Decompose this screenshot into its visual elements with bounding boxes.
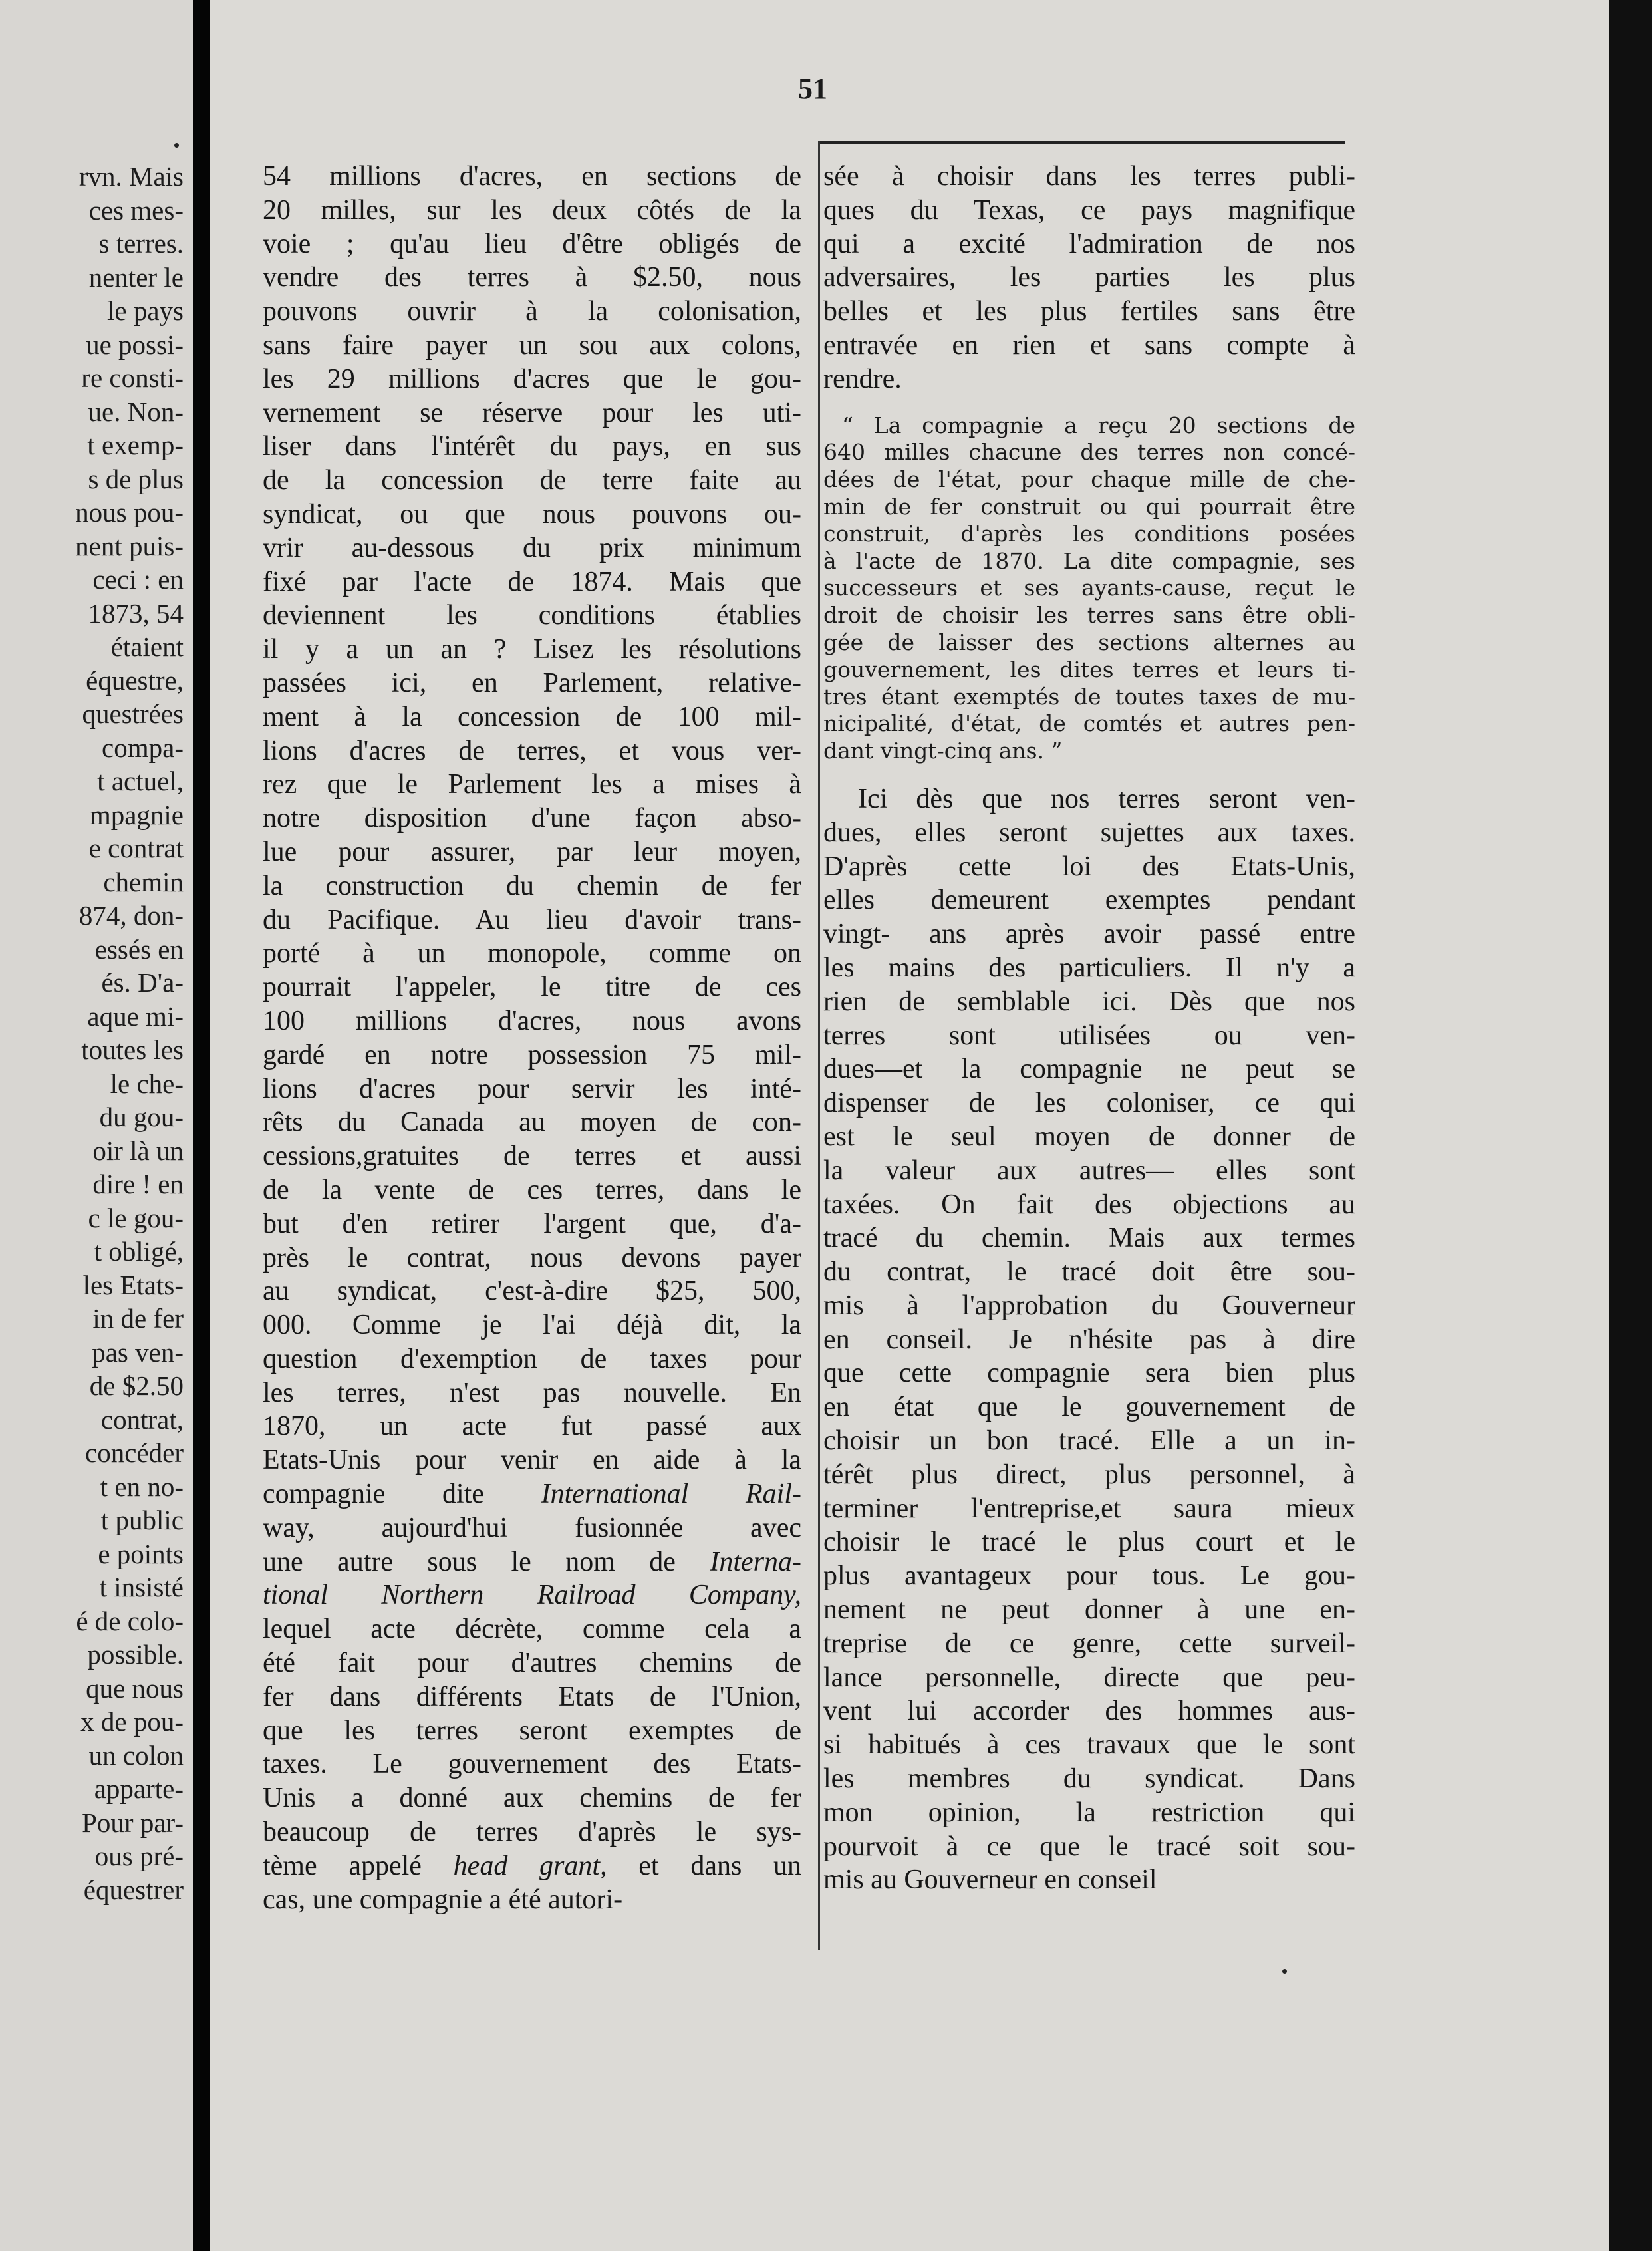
previous-page-line: équestrer <box>83 1874 184 1905</box>
text-line: notre disposition d'une façon abso- <box>263 803 801 834</box>
print-speck <box>1282 1969 1287 1974</box>
previous-page-line: un colon <box>88 1739 184 1771</box>
previous-page-line: ceci : en <box>92 564 184 595</box>
text-line: ment à la concession de 100 mil- <box>263 701 801 732</box>
text-fragment: compagnie dite <box>263 1479 541 1510</box>
text-line: ques du Texas, ce pays magnifique <box>823 194 1355 225</box>
text-line: Ici dès que nos terres seront ven- <box>858 783 1355 814</box>
previous-page-line: t insisté <box>99 1572 184 1602</box>
text-line: la construction du chemin de fer <box>263 870 801 901</box>
italic-term: tional Northern Railroad Company, <box>263 1580 801 1611</box>
text-line: lions d'acres pour servir les inté- <box>263 1073 801 1104</box>
block-quote <box>823 412 1355 765</box>
text-line: dues—et la compagnie ne peut se <box>823 1054 1355 1085</box>
text-line: rez que le Parlement les a mises à <box>263 769 801 800</box>
quote-line: 640 milles chacune des terres non concé- <box>823 439 1355 466</box>
text-line: du contrat, le tracé doit être sou- <box>823 1257 1355 1288</box>
previous-page-line: ue possi- <box>86 329 184 360</box>
text-line: en état que le gouvernement de <box>823 1392 1355 1423</box>
text-line: cessions,gratuites de terres et aussi <box>263 1141 801 1172</box>
previous-page-line: nent puis- <box>75 530 184 561</box>
text-line: rien de semblable ici. Dès que nos <box>823 986 1355 1017</box>
text-line: mon opinion, la restriction qui <box>823 1797 1355 1828</box>
quote-line: nicipalité, d'état, de comtés et autres pen- <box>823 710 1355 737</box>
text-line: taxes. Le gouvernement des Etats- <box>263 1749 801 1780</box>
right-column <box>823 160 1355 1897</box>
text-line: belles et les plus fertiles sans être <box>823 296 1355 327</box>
text-line: les 29 millions d'acres que le gou- <box>263 363 801 394</box>
text-line: Etats-Unis pour venir en aide à la <box>263 1445 801 1476</box>
previous-page-line: t public <box>100 1505 184 1535</box>
text-line: rêts du Canada au moyen de con- <box>263 1107 801 1138</box>
previous-page-line: concéder <box>85 1437 184 1468</box>
italic-term: Interna- <box>710 1546 801 1577</box>
text-line: sée à choisir dans les terres publi- <box>823 161 1355 192</box>
text-line: elles demeurent exemptes pendant <box>823 885 1355 916</box>
text-line: terres sont utilisées ou ven- <box>823 1020 1355 1051</box>
quote-line: dant vingt-cinq ans. ” <box>823 738 1063 764</box>
previous-page-line: du gou- <box>99 1102 184 1132</box>
quote-line: droit de choisir les terres sans être obli- <box>823 602 1355 629</box>
text-line: été fait pour d'autres chemins de <box>263 1648 801 1679</box>
text-line: treprise de ce genre, cette surveil- <box>823 1628 1355 1659</box>
previous-page-text <box>75 160 184 1906</box>
previous-page-line: nenter le <box>88 261 184 293</box>
text-line: 100 millions d'acres, nous avons <box>263 1005 801 1036</box>
text-line: vingt- ans après avoir passé entre <box>823 919 1355 950</box>
text-line: choisir un bon tracé. Elle a un in- <box>823 1426 1355 1457</box>
text-line: 000. Comme je l'ai déjà dit, la <box>263 1310 801 1341</box>
previous-page-line: toutes les <box>81 1034 184 1065</box>
previous-page-line: in de fer <box>92 1303 184 1334</box>
previous-page-line: mpagnie <box>89 799 184 830</box>
text-line: D'après cette loi des Etats-Unis, <box>823 851 1355 882</box>
text-line: lequel acte décrète, comme cela a <box>263 1614 801 1645</box>
quote-line: gouvernement, les dites terres et leurs ti- <box>823 656 1355 682</box>
text-line: question d'exemption de taxes pour <box>263 1343 801 1374</box>
text-line <box>263 1849 801 1883</box>
text-line <box>263 1545 801 1579</box>
previous-page-line: nous pou- <box>75 497 184 527</box>
page-edge <box>1609 0 1652 2251</box>
previous-page-line: ue. Non- <box>88 396 184 427</box>
text-line: en conseil. Je n'hésite pas à dire <box>823 1324 1355 1355</box>
previous-page-line: Pour par- <box>82 1807 184 1838</box>
quote-line: à l'acte de 1870. La dite compagnie, ses <box>823 547 1355 574</box>
text-line: adversaires, les parties les plus <box>823 262 1355 293</box>
text-line: deviennent les conditions établies <box>263 600 801 631</box>
previous-page-line: possible. <box>87 1639 184 1670</box>
text-line: but d'en retirer l'argent que, d'a- <box>263 1208 801 1239</box>
text-line: mis au Gouverneur en conseil <box>823 1865 1157 1896</box>
text-line: choisir le tracé le plus court et le <box>823 1527 1355 1558</box>
previous-page-line: s terres. <box>98 228 184 259</box>
text-line: vrir au-dessous du prix minimum <box>263 532 801 563</box>
text-line: si habitués à ces travaux que le sont <box>823 1729 1355 1761</box>
book-gutter <box>193 0 210 2251</box>
previous-page-line: t en no- <box>100 1471 184 1502</box>
text-line: au syndicat, c'est-à-dire $25, 500, <box>263 1276 801 1307</box>
text-line: nement ne peut donner à une en- <box>823 1594 1355 1626</box>
previous-page-line: ous pré- <box>94 1841 184 1871</box>
italic-term: head grant, <box>453 1850 607 1881</box>
previous-page-line: le che- <box>110 1068 184 1099</box>
previous-page-line: x de pou- <box>80 1706 184 1737</box>
text-line: 1870, un acte fut passé aux <box>263 1411 801 1442</box>
previous-page-line: contrat, <box>100 1404 184 1435</box>
previous-page-line: t actuel, <box>97 766 184 796</box>
text-line: mis à l'approbation du Gouverneur <box>823 1290 1355 1321</box>
previous-page-line: de $2.50 <box>89 1370 184 1401</box>
previous-page-line: compa- <box>102 732 184 763</box>
text-line: près le contrat, nous devons payer <box>263 1242 801 1273</box>
text-line: gardé en notre possession 75 mil- <box>263 1039 801 1070</box>
previous-page-line: questrées <box>82 698 184 729</box>
text-line: lue pour assurer, par leur moyen, <box>263 836 801 867</box>
text-line: qui a excité l'admiration de nos <box>823 228 1355 259</box>
text-line: passées ici, en Parlement, relative- <box>263 667 801 698</box>
text-line: terminer l'entreprise,et saura mieux <box>823 1493 1355 1524</box>
previous-page-line: é de colo- <box>76 1605 184 1636</box>
text-line: vernement se réserve pour les uti- <box>263 397 801 428</box>
text-line: de la concession de terre faite au <box>263 465 801 496</box>
quote-line: gée de laisser des sections alternes au <box>823 629 1355 655</box>
text-line: dispenser de les coloniser, ce qui <box>823 1088 1355 1119</box>
previous-page-line: aque mi- <box>87 1000 184 1032</box>
text-line: du Pacifique. Au lieu d'avoir trans- <box>263 904 801 935</box>
previous-page-line: pas ven- <box>92 1336 184 1368</box>
previous-page-line: le pays <box>107 295 184 326</box>
text-line: lions d'acres de terres, et vous ver- <box>263 735 801 766</box>
previous-page-line: étaient <box>110 631 184 662</box>
text-line: way, aujourd'hui fusionnée avec <box>263 1512 801 1543</box>
text-line: beaucoup de terres d'après le sys- <box>263 1817 801 1848</box>
quote-line: successeurs et ses ayants-cause, reçut le <box>823 575 1355 601</box>
text-line: les terres, n'est pas nouvelle. En <box>263 1377 801 1408</box>
previous-page-line: re consti- <box>81 363 184 393</box>
left-column <box>263 160 801 1916</box>
text-line: la valeur aux autres— elles sont <box>823 1155 1355 1186</box>
text-line: pouvons ouvrir à la colonisation, <box>263 296 801 327</box>
text-line: porté à un monopole, comme on <box>263 938 801 969</box>
text-line: fixé par l'acte de 1874. Mais que <box>263 566 801 597</box>
text-line: taxées. On fait des objections au <box>823 1189 1355 1220</box>
text-fragment: tème appelé <box>263 1850 454 1881</box>
text-line <box>263 1578 801 1612</box>
previous-page-line: les Etats- <box>82 1269 184 1300</box>
column-divider <box>818 141 820 1950</box>
previous-page-line: e contrat <box>88 833 184 863</box>
previous-page-line: oir là un <box>92 1135 184 1166</box>
text-line: rendre. <box>823 363 902 394</box>
previous-page-line: 874, don- <box>78 900 184 931</box>
previous-page-line: que nous <box>86 1672 184 1704</box>
text-line: vent lui accorder des hommes aus- <box>823 1696 1355 1727</box>
text-line: sans faire payer un sou aux colons, <box>263 329 801 361</box>
text-line: vendre des terres à $2.50, nous <box>263 262 801 293</box>
text-line: est le seul moyen de donner de <box>823 1121 1355 1152</box>
text-line: térêt plus direct, plus personnel, à <box>823 1459 1355 1490</box>
text-line: il y a un an ? Lisez les résolutions <box>263 634 801 665</box>
previous-page-line: e points <box>98 1538 184 1569</box>
previous-page-line: équestre, <box>86 665 184 696</box>
previous-page-line: és. D'a- <box>101 967 184 998</box>
quote-line: min de fer construit ou qui pourrait être <box>823 493 1355 520</box>
previous-page-line: dire ! en <box>92 1169 184 1199</box>
text-line: cas, une compagnie a été autori- <box>263 1884 623 1915</box>
text-line: fer dans différents Etats de l'Union, <box>263 1681 801 1712</box>
text-line: liser dans l'intérêt du pays, en sus <box>263 431 801 462</box>
previous-page-line: c le gou- <box>88 1202 184 1233</box>
previous-page-line: t obligé, <box>94 1236 184 1267</box>
text-line: pourvoit à ce que le tracé soit sou- <box>823 1831 1355 1862</box>
text-line <box>263 1477 801 1511</box>
text-fragment: et dans un <box>607 1850 801 1881</box>
text-line: plus avantageux pour tous. Le gou- <box>823 1561 1355 1592</box>
text-line: pourrait l'appeler, le titre de ces <box>263 972 801 1003</box>
text-line: les mains des particuliers. Il n'y a <box>823 952 1355 983</box>
text-line: syndicat, ou que nous pouvons ou- <box>263 498 801 529</box>
header-rule <box>819 141 1345 144</box>
text-line: que cette compagnie sera bien plus <box>823 1358 1355 1389</box>
text-line: dues, elles seront sujettes aux taxes. <box>823 817 1355 848</box>
print-speck <box>174 143 179 148</box>
previous-page-line: chemin <box>103 866 184 897</box>
text-line: voie ; qu'au lieu d'être obligés de <box>263 228 801 259</box>
text-line: tracé du chemin. Mais aux termes <box>823 1223 1355 1254</box>
quote-line: dées de l'état, pour chaque mille de che- <box>823 466 1355 493</box>
text-line: entravée en rien et sans compte à <box>823 329 1355 361</box>
previous-page-line: 1873, 54 <box>88 597 184 629</box>
previous-page-line: rvn. Mais <box>78 161 184 192</box>
previous-page-fragment <box>0 0 193 2251</box>
previous-page-line: s de plus <box>88 463 184 494</box>
text-line: 20 milles, sur les deux côtés de la <box>263 194 801 225</box>
quote-line: “ La compagnie a reçu 20 sections de <box>842 412 1355 438</box>
previous-page-line: apparte- <box>94 1773 184 1804</box>
text-line: 54 millions d'acres, en sections de <box>263 161 801 192</box>
previous-page-line: ces mes- <box>88 194 184 225</box>
previous-page-line: essés en <box>94 933 184 965</box>
text-line: lance personnelle, directe que peu- <box>823 1662 1355 1693</box>
text-fragment: une autre sous le nom de <box>263 1546 710 1577</box>
text-line: de la vente de ces terres, dans le <box>263 1174 801 1205</box>
text-line: les membres du syndicat. Dans <box>823 1763 1355 1795</box>
previous-page-line: t exemp- <box>87 430 184 460</box>
text-line: que les terres seront exemptes de <box>263 1715 801 1746</box>
text-line: Unis a donné aux chemins de fer <box>263 1783 801 1814</box>
quote-line: construit, d'après les conditions posées <box>823 520 1355 547</box>
italic-term: International Rail- <box>541 1479 801 1510</box>
quote-line: tres étant exemptés de toutes taxes de mu- <box>823 683 1355 710</box>
page-number: 51 <box>798 73 827 105</box>
